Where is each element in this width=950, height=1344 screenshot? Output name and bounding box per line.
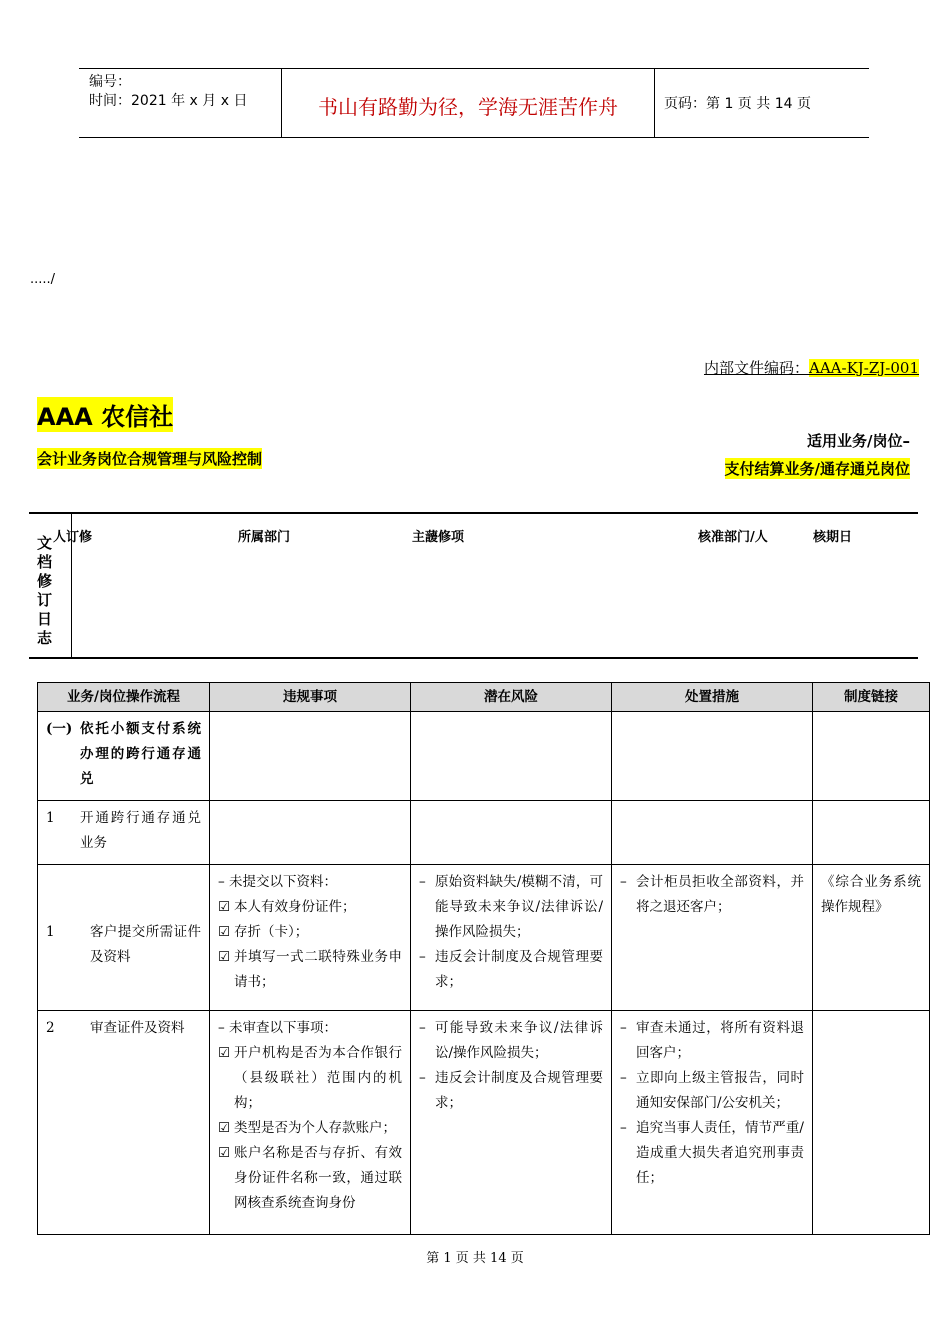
applicable-label: 适用业务/岗位–	[807, 432, 910, 450]
violation-cell	[210, 1011, 411, 1235]
col-header-process: 业务/岗位操作流程	[38, 683, 210, 712]
table-row	[38, 865, 930, 1011]
checkbox-icon: ☑	[218, 924, 231, 940]
measure-item: 立即向上级主管报告，同时通知安保部门/公安机关；	[636, 1070, 804, 1111]
time-label: 时间：2021 年 x 月 x 日	[89, 93, 248, 109]
revision-log	[29, 512, 918, 659]
violation-item: 账户名称是否与存折、有效身份证件名称一致，通过联网核查系统查询身份	[234, 1145, 402, 1211]
document-header	[79, 68, 869, 138]
table-row	[38, 1011, 930, 1235]
subsection-num: 1	[46, 810, 55, 826]
risk-item: 可能导致未来争议/法律诉讼/操作风险损失；	[435, 1020, 603, 1061]
step-num: 1	[46, 924, 55, 940]
risk-cell	[411, 865, 612, 1011]
header-page-cell	[654, 69, 869, 137]
step-text: 客户提交所需证件及资料	[90, 924, 201, 965]
subsection-title: 开通跨行通存通兑业务	[80, 810, 201, 851]
risk-item: 违反会计制度及合规管理要求；	[435, 1070, 603, 1111]
violation-intro: – 未提交以下资料：	[218, 874, 338, 890]
checkbox-icon: ☑	[218, 949, 231, 965]
header-motto-cell	[281, 69, 655, 137]
checkbox-icon: ☑	[218, 899, 231, 915]
page-footer: 第 1 页 共 14 页	[426, 1251, 524, 1266]
regulation-link: 《综合业务系统操作规程》	[821, 874, 921, 915]
step-num: 2	[46, 1020, 55, 1036]
internal-code-label: 内部文件编码：	[703, 359, 809, 377]
dash-icon: –	[419, 874, 426, 890]
checkbox-icon: ☑	[218, 1045, 231, 1061]
ellipsis-text: ...../	[30, 272, 56, 287]
measure-cell	[612, 865, 813, 1011]
internal-code	[704, 357, 919, 378]
dash-icon: –	[620, 874, 627, 890]
checkbox-icon: ☑	[218, 1145, 231, 1161]
subsection-cell	[38, 801, 210, 865]
measure-cell	[612, 1011, 813, 1235]
col-header-violation: 违规事项	[210, 683, 411, 712]
number-label: 编号：	[89, 74, 131, 90]
section-cell	[38, 712, 210, 801]
dash-icon: –	[620, 1120, 627, 1136]
dash-icon: –	[419, 949, 426, 965]
dash-icon: –	[620, 1020, 627, 1036]
violation-intro: – 未审查以下事项：	[218, 1020, 338, 1036]
measure-item: 会计柜员拒收全部资料，并将之退还客户；	[636, 874, 804, 915]
revision-header-approver: 核准部门/人	[698, 530, 768, 545]
applicable-post: 支付结算业务/通存通兑岗位	[724, 460, 910, 478]
checkbox-icon: ☑	[218, 1120, 231, 1136]
risk-item: 违反会计制度及合规管理要求；	[435, 949, 603, 990]
violation-item: 类型是否为个人存款账户；	[234, 1120, 396, 1136]
revision-header-date: 核期日	[813, 530, 853, 545]
revision-header-dept: 所属部门	[238, 530, 291, 545]
table-row-subsection	[38, 801, 930, 865]
section-title: 依托小额支付系统办理的跨行通存通兑	[80, 721, 201, 787]
link-cell	[813, 865, 930, 1011]
risk-cell	[411, 1011, 612, 1235]
violation-item: 开户机构是否为本合作银行（县级联社）范围内的机构；	[234, 1045, 402, 1111]
table-header-row	[38, 683, 930, 712]
link-cell	[813, 1011, 930, 1235]
col-header-link: 制度链接	[813, 683, 930, 712]
compliance-table	[37, 682, 930, 1235]
section-prefix: (一)	[46, 721, 73, 737]
step-cell	[38, 865, 210, 1011]
dash-icon: –	[419, 1070, 426, 1086]
violation-cell	[210, 865, 411, 1011]
doc-subtitle: 会计业务岗位合规管理与风险控制	[37, 450, 263, 468]
revision-log-title: 文档修订日志	[37, 534, 53, 647]
measure-item: 审查未通过，将所有资料退回客户；	[636, 1020, 804, 1061]
motto: 书山有路勤为径，学海无涯苦作舟	[318, 95, 618, 119]
col-header-risk: 潜在风险	[411, 683, 612, 712]
table-row-section	[38, 712, 930, 801]
violation-item: 存折（卡）；	[234, 924, 309, 940]
dash-icon: –	[419, 1020, 426, 1036]
step-cell	[38, 1011, 210, 1235]
measure-item: 追究当事人责任，情节严重/造成重大损失者追究刑事责任；	[636, 1120, 804, 1186]
step-text: 审查证件及资料	[90, 1020, 185, 1036]
risk-item: 原始资料缺失/模糊不清，可能导致未来争议/法律诉讼/操作风险损失；	[435, 874, 603, 940]
col-header-measure: 处置措施	[612, 683, 813, 712]
violation-item: 本人有效身份证件；	[234, 899, 356, 915]
page-info: 页码：第 1 页 共 14 页	[664, 96, 811, 112]
violation-item: 并填写一式二联特殊业务申请书；	[234, 949, 402, 990]
org-title: AAA 农信社	[37, 397, 173, 432]
revision-header-items: 主蘐修项	[412, 530, 465, 545]
dash-icon: –	[620, 1070, 627, 1086]
internal-code-value: AAA-KJ-ZJ-001	[809, 359, 919, 377]
header-meta-cell	[79, 69, 281, 137]
revision-header-reviser: 人订修	[53, 530, 93, 545]
